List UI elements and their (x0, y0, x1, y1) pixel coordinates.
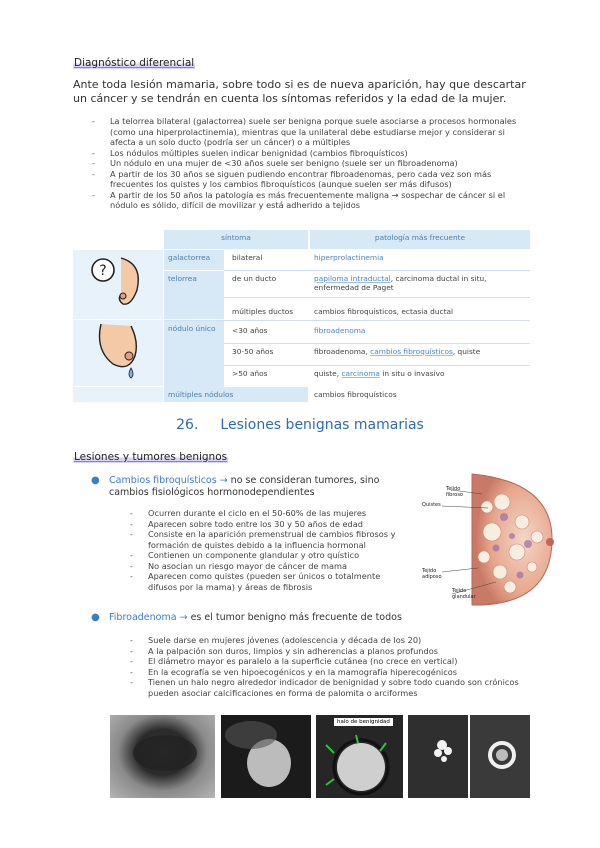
row-multiples: múltiples nódulos (164, 387, 308, 402)
row-telorrea: telorrea (164, 271, 224, 319)
list-item: - Contienen un componente glandular y otro quístico (128, 550, 400, 561)
mammogram-calcification-1 (408, 715, 468, 798)
mammogram-halo-image (316, 715, 403, 798)
telorrea-path1: papiloma intraductal, carcinoma ductal in situ, enfermedad de Paget (314, 274, 487, 292)
header-pathology: patología más frecuente (310, 230, 530, 249)
cambios-list (128, 508, 400, 592)
telorrea-sub1: de un ducto (232, 274, 277, 283)
nodule-illustration (73, 320, 163, 386)
label-fibroso: Tejido fibroso (446, 486, 463, 498)
list-item: - A partir de los 30 años se siguen pudiendo encontrar fibroadenomas, pero cada vez son más frecuentes los quistes y los cambios fibroquísticos (aunque suelen ser más difusos) (90, 169, 530, 190)
row-galactorrea: galactorrea (164, 250, 224, 270)
list-item: - El diámetro mayor es paralelo a la superficie cutánea (no crece en vertical) (128, 656, 528, 667)
fibroadenoma-bullet: ● Fibroadenoma → es el tumor benigno más frecuente de todos (91, 612, 402, 623)
list-item: - Consiste en la aparición premenstrual de cambios fibrosos y formación de quistes debido a la influencia hormonal (128, 529, 400, 550)
list-item: - No asocian un riesgo mayor de cáncer de mama (128, 561, 400, 572)
telorrea-path2: cambios fibroquísticos, ectasia ductal (314, 307, 454, 316)
svg-text:?: ? (99, 263, 107, 279)
label-quistes: Quistes (422, 502, 441, 508)
discharge-illustration (73, 250, 163, 319)
differential-table (73, 230, 530, 402)
nodulo-sub1: <30 años (232, 326, 268, 335)
list-item: - Un nódulo en una mujer de <30 años suele ser benigno (suele ser un fibroadenoma) (90, 158, 530, 169)
section-heading-diagnostico: Diagnóstico diferencial (74, 57, 195, 69)
nodulo-sub2: 30-50 años (232, 347, 274, 356)
galactorrea-path: hiperprolactinemia (314, 253, 384, 262)
halo-label: halo de benignidad (334, 718, 393, 726)
list-item: - Ocurren durante el ciclo en el 50-60% de las mujeres (128, 508, 400, 519)
breast-question-icon (73, 250, 163, 319)
list-item: - A la palpación son duros, limpios y sin adherencias a planos profundos (128, 646, 528, 657)
list-item: - Aparecen sobre todo entre los 30 y 50 años de edad (128, 519, 400, 530)
nodulo-path1: fibroadenoma (314, 326, 366, 335)
label-glandular: Tejido glandular (452, 588, 476, 600)
list-item: - Aparecen como quistes (pueden ser únicos o totalmente difusos por la mama) y áreas de fibrosis (128, 571, 400, 592)
list-item: - Suele darse en mujeres jóvenes (adolescencia y década de los 20) (128, 635, 528, 646)
list-item: - La telorrea bilateral (galactorrea) suele ser benigna porque suele asociarse a procesos hormonales (como una hiperprolactinemia), mientras que la unilateral debe estudiarse mejor y considerar si afecta a un solo ducto (podría ser un cáncer) o a múltiples (90, 116, 530, 148)
nodulo-path3: quiste, carcinoma in situ o invasivo (314, 369, 445, 378)
list-item: - En la ecografía se ven hipoecogénicos y en la mamografía hiperecogénicos (128, 667, 528, 678)
list-item: - A partir de los 50 años la patología es más frecuentemente maligna → sospechar de cáncer si el nódulo es sólido, difícil de movilizar y está adherido a tejidos (90, 190, 530, 211)
section-heading-lesiones: Lesiones y tumores benignos (74, 451, 228, 463)
galactorrea-sub: bilateral (232, 253, 263, 262)
breast-drop-icon (73, 320, 163, 386)
section-title: 26. Lesiones benignas mamarias (176, 417, 424, 433)
diagnostico-list (90, 116, 530, 211)
telorrea-sub2: múltiples ductos (232, 307, 294, 316)
ultrasound-image (110, 715, 215, 798)
nodulo-path2: fibroadenoma, cambios fibroquísticos, quiste (314, 347, 481, 356)
fibroadenoma-list (128, 635, 528, 698)
bullet-dot-icon: ● (91, 612, 100, 623)
nodulo-sub3: >50 años (232, 369, 268, 378)
intro-paragraph: Ante toda lesión mamaria, sobre todo si es de nueva aparición, hay que descartar un cáncer y se tendrán en cuenta los síntomas referidos y la edad de la mujer. (73, 78, 526, 105)
bullet-dot-icon: ● (91, 475, 100, 486)
list-item: - Tienen un halo negro alrededor indicador de benignidad y sobre todo cuando son crónicos pueden asociar calcificaciones en forma de palomita o arciformes (128, 677, 528, 698)
mammogram-calcification-2 (470, 715, 530, 798)
row-nodulo: nódulo único (164, 321, 224, 387)
header-symptom: síntoma (164, 230, 308, 249)
breast-anatomy-diagram (412, 472, 554, 607)
multiples-path: cambios fibroquísticos (314, 390, 397, 399)
list-item: - Los nódulos múltiples suelen indicar benignidad (cambios fibroquísticos) (90, 148, 530, 159)
cambios-bullet: ● Cambios fibroquísticos → no se consideran tumores, sino cambios fisiológicos hormonodependientes (91, 475, 380, 498)
label-adiposo: Tejido adiposo (422, 568, 442, 580)
mammogram-image-1 (221, 715, 311, 798)
